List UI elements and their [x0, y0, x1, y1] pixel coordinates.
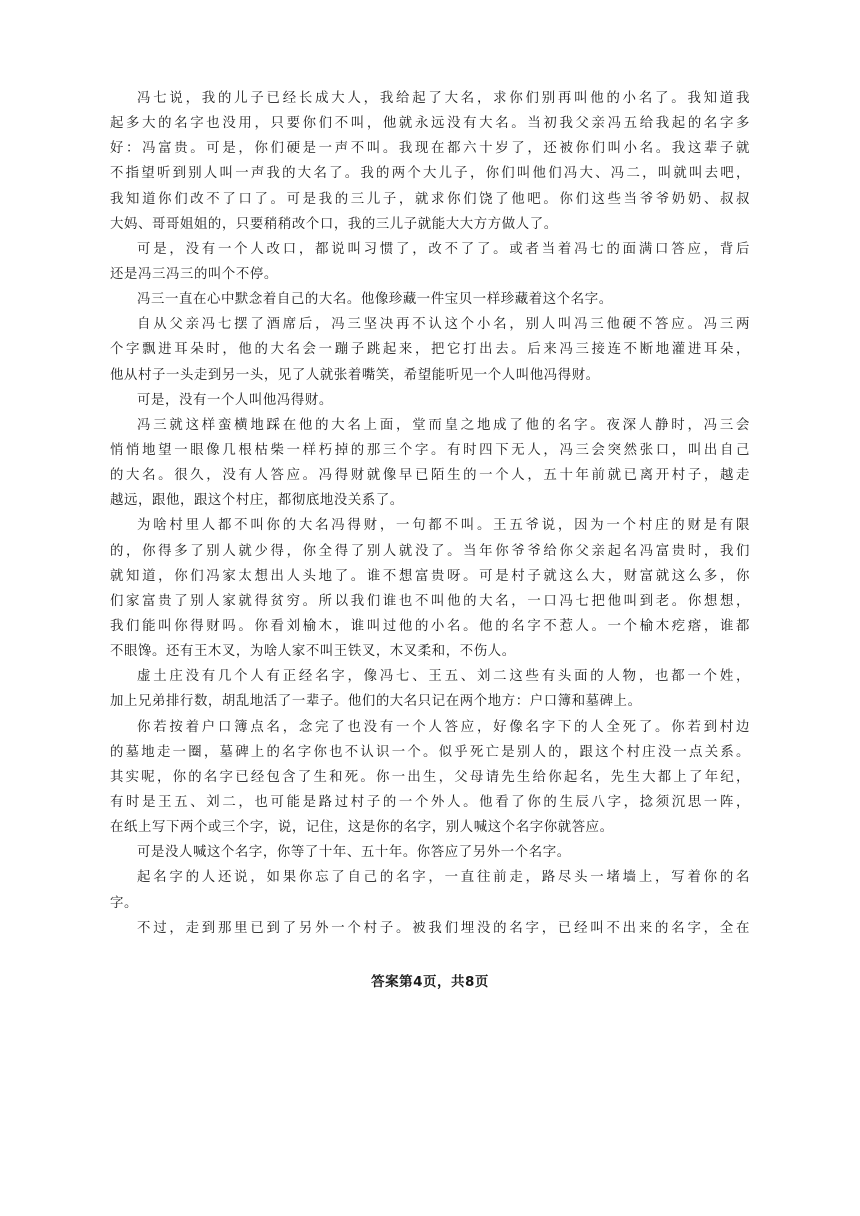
text-line: 他从村子一头走到另一头，见了人就张着嘴笑，希望能听见一个人叫他冯得财。	[110, 367, 600, 383]
text-line: 还是冯三冯三的叫个不停。	[110, 266, 278, 282]
text-line: 不指望听到别人叫一声我的大名了。我的两个大儿子，你们叫他们冯大、冯二，叫就叫去吧，	[110, 166, 750, 182]
text-line: 越远，跟他，跟这个村庄，都彻底地没关系了。	[110, 493, 404, 509]
text-line: 你若按着户口簿点名，念完了也没有一个人答应，好像名字下的人全死了。你若到村边	[137, 719, 750, 735]
text-line: 起多大的名字也没用，只要你们不叫，他就永远没有大名。当初我父亲冯五给我起的名字多	[110, 116, 750, 132]
text-line: 的大名。很久，没有人答应。冯得财就像早已陌生的一个人，五十年前就已离开村子，越走	[110, 468, 750, 484]
document-body	[110, 86, 750, 941]
text-line: 个字飘进耳朵时，他的大名会一蹦子跳起来，把它打出去。后来冯三接连不断地灌进耳朵，	[110, 342, 750, 358]
text-line: 们家富贵了别人家就得贫穷。所以我们谁也不叫他的大名，一口冯七把他叫到老。你想想，	[110, 593, 750, 609]
text-line: 可是，没有一个人改口，都说叫习惯了，改不了了。或者当着冯七的面满口答应，背后	[137, 241, 750, 257]
text-line: 虚土庄没有几个人有正经名字，像冯七、王五、刘二这些有头面的人物，也都一个姓，	[137, 669, 750, 685]
text-line: 自从父亲冯七摆了酒席后，冯三坚决再不认这个小名，别人叫冯三他硬不答应。冯三两	[137, 317, 750, 333]
text-line: 我们能叫你得财吗。你看刘榆木，谁叫过他的小名。他的名字不惹人。一个榆木疙瘩，谁都	[110, 618, 750, 634]
text-line: 冯七说，我的儿子已经长成大人，我给起了大名，求你们别再叫他的小名了。我知道我	[137, 91, 750, 106]
text-line: 不过，走到那里已到了另外一个村子。被我们埋没的名字，已经叫不出来的名字，全在	[137, 920, 750, 936]
text-line: 字。	[110, 895, 138, 911]
text-line: 好：冯富贵。可是，你们硬是一声不叫。我现在都六十岁了，还被你们叫小名。我这辈子就	[110, 141, 750, 157]
text-line: 的，你得多了别人就少得，你全得了别人就没了。当年你爷爷给你父亲起名冯富贵时，我们	[110, 543, 750, 559]
text-line: 冯三一直在心中默念着自己的大名。他像珍藏一件宝贝一样珍藏着这个名字。	[137, 292, 613, 308]
text-line: 大妈、哥哥姐姐的，只要稍稍改个口，我的三儿子就能大大方方做人了。	[110, 216, 558, 232]
text-line: 不眼馋。还有王木叉，为啥人家不叫王铁叉，木叉柔和，不伤人。	[110, 644, 516, 660]
text-line: 加上兄弟排行数，胡乱地活了一辈子。他们的大名只记在两个地方：户口簿和墓碑上。	[110, 694, 642, 710]
page-footer: 答案第4页，共8页	[371, 974, 489, 990]
text-line: 悄悄地望一眼像几根枯柴一样朽掉的那三个字。有时四下无人，冯三会突然张口，叫出自己	[110, 442, 750, 458]
text-line: 其实呢，你的名字已经包含了生和死。你一出生，父母请先生给你起名，先生大都上了年纪，	[110, 769, 750, 785]
text-line: 在纸上写下两个或三个字，说，记住，这是你的名字，别人喊这个名字你就答应。	[110, 820, 614, 836]
text-line: 可是没人喊这个名字，你等了十年、五十年。你答应了另外一个名字。	[137, 845, 571, 861]
text-line: 起名字的人还说，如果你忘了自己的名字，一直往前走，路尽头一堵墙上，写着你的名	[137, 870, 750, 886]
text-line: 就知道，你们冯家太想出人头地了。谁不想富贵呀。可是村子就这么大，财富就这么多，你	[110, 568, 750, 584]
text-line: 的墓地走一圈，墓碑上的名字你也不认识一个。似乎死亡是别人的，跟这个村庄没一点关系。	[110, 744, 750, 760]
text-line: 为啥村里人都不叫你的大名冯得财，一句都不叫。王五爷说，因为一个村庄的财是有限	[137, 518, 750, 534]
text-line: 有时是王五、刘二，也可能是路过村子的一个外人。他看了你的生辰八字，捻须沉思一阵，	[110, 794, 750, 810]
text-line: 可是，没有一个人叫他冯得财。	[137, 392, 333, 408]
text-line: 我知道你们改不了口了。可是我的三儿子，就求你们饶了他吧。你们这些当爷爷奶奶、叔叔	[110, 191, 750, 207]
text-line: 冯三就这样蛮横地踩在他的大名上面，堂而皇之地成了他的名字。夜深人静时，冯三会	[137, 417, 750, 433]
